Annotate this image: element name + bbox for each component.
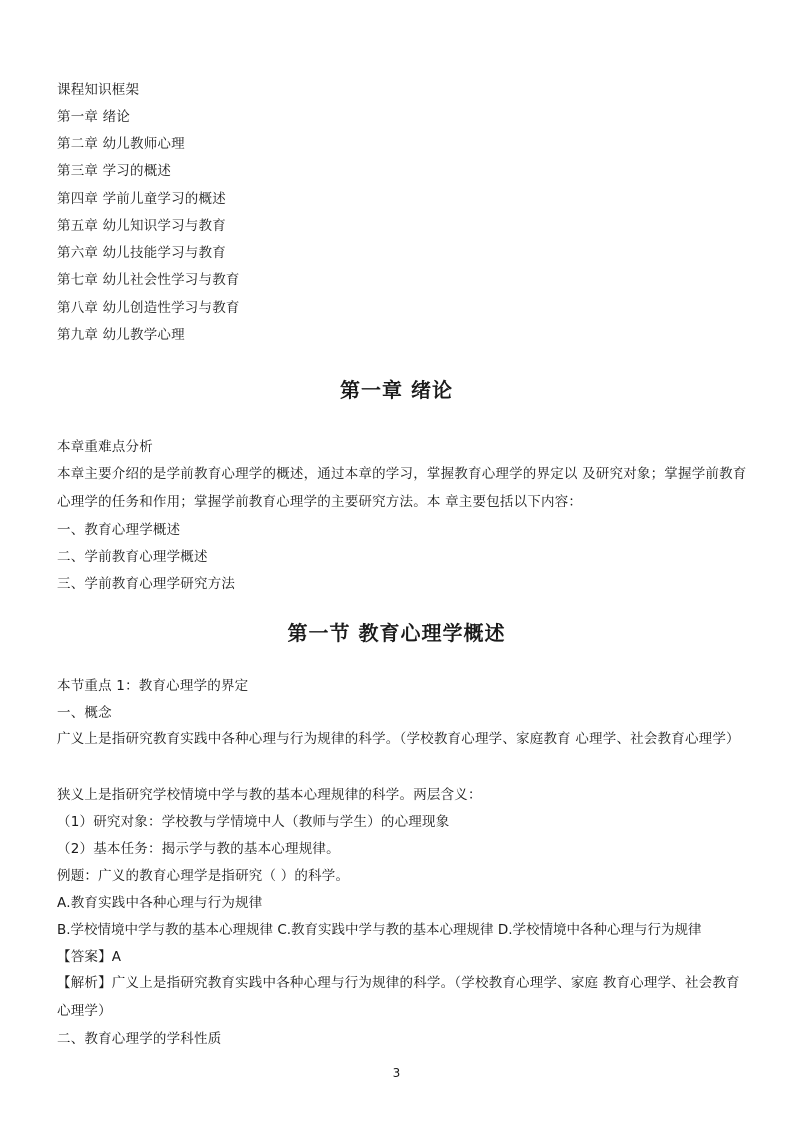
framework-title: 课程知识框架 xyxy=(57,82,140,98)
answer-line: 【答案】A xyxy=(57,949,122,965)
content-item: 二、学前教育心理学概述 xyxy=(57,549,208,565)
chapter-list-item: 第三章 学习的概述 xyxy=(57,163,172,179)
meaning-item: （1）研究对象：学校教与学情境中人（教师与学生）的心理现象 xyxy=(57,814,450,830)
option-a: A.教育实践中各种心理与行为规律 xyxy=(57,895,263,911)
section-key-point: 本节重点 1：教育心理学的界定 xyxy=(57,678,249,694)
chapter-heading: 第一章 绪论 xyxy=(340,378,453,402)
chapter-list-item: 第七章 幼儿社会性学习与教育 xyxy=(57,272,240,288)
chapter-list-item: 第四章 学前儿童学习的概述 xyxy=(57,191,226,207)
chapter-list-item: 第二章 幼儿教师心理 xyxy=(57,136,185,152)
chapter-list-item: 第一章 绪论 xyxy=(57,109,130,125)
content-item: 三、学前教育心理学研究方法 xyxy=(57,576,236,592)
content-item: 一、教育心理学概述 xyxy=(57,522,181,538)
meaning-item: （2）基本任务：揭示学与教的基本心理规律。 xyxy=(57,841,340,857)
narrow-definition-line: 狭义上是指研究学校情境中学与教的基本心理规律的科学。两层含义： xyxy=(57,787,482,803)
chapter-list-item: 第九章 幼儿教学心理 xyxy=(57,327,185,343)
section-heading: 第一节 教育心理学概述 xyxy=(287,621,506,645)
subject-nature-title: 二、教育心理学的学科性质 xyxy=(57,1031,222,1047)
explanation-paragraph: 【解析】广义上是指研究教育实践中各种心理与行为规律的科学。（学校教育心理学、家庭 教育心理学、社会教育心理学） xyxy=(57,975,740,1019)
analysis-title: 本章重难点分析 xyxy=(57,439,153,455)
options-bcd: B.学校情境中学与教的基本心理规律 C.教育实践中学与教的基本心理规律 D.学校情境中各种心理与行为规律 xyxy=(57,922,702,938)
concept-title: 一、概念 xyxy=(57,705,112,721)
page-number: 3 xyxy=(392,1066,401,1080)
broad-definition-paragraph: 广义上是指研究教育实践中各种心理与行为规律的科学。（学校教育心理学、家庭教育 心理学、社会教育心理学） xyxy=(57,731,740,747)
chapter-list-item: 第八章 幼儿创造性学习与教育 xyxy=(57,300,240,316)
chapter-list-item: 第六章 幼儿技能学习与教育 xyxy=(57,245,226,261)
example-question: 例题：广义的教育心理学是指研究（ ）的科学。 xyxy=(57,868,350,884)
chapter-list-item: 第五章 幼儿知识学习与教育 xyxy=(57,218,226,234)
chapter-intro-paragraph: 本章主要介绍的是学前教育心理学的概述，通过本章的学习，掌握教育心理学的界定以 及研究对象；掌握学前教育心理学的任务和作用；掌握学前教育心理学的主要研究方法。本 章主要包括以下内容： xyxy=(57,466,747,510)
